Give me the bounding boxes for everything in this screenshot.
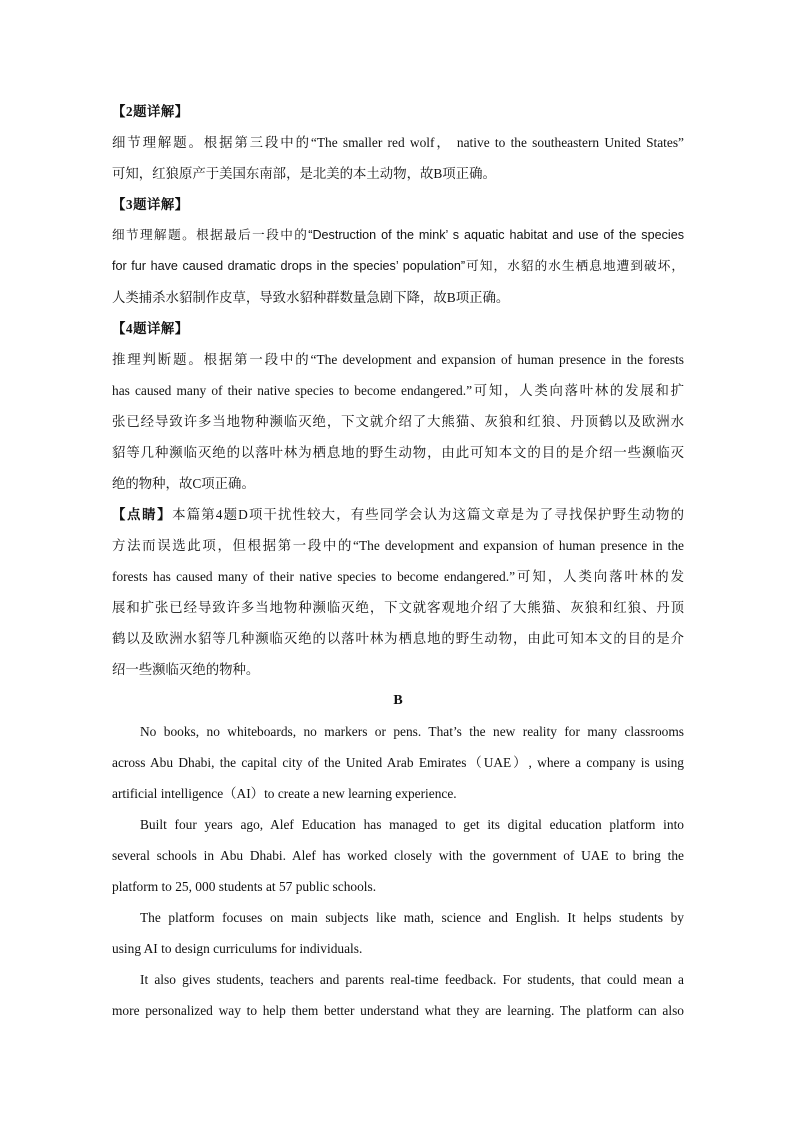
text-line: more personalized way to help them better understand what they are learning. The platform can also xyxy=(112,1003,684,1018)
passage-paragraph xyxy=(112,902,684,964)
text-line: No books, no whiteboards, no markers or pens. That’s the new reality for many classrooms xyxy=(140,724,684,739)
text-line: using AI to design curriculums for individuals. xyxy=(112,941,363,956)
text-line: 细节理解题。根据最后一段中的“Destruction of the mink’ s aquatic habitat and use of the species xyxy=(112,228,684,242)
document-body xyxy=(112,96,684,1026)
note-label: 【点睛】 xyxy=(112,507,173,522)
text-line: 细节理解题。根据第三段中的“The smaller red wolf， native to the southeastern United States” xyxy=(112,135,684,150)
text-line: artificial intelligence（AI）to create a new learning experience. xyxy=(112,786,457,801)
text-line: 绍一些濒临灭绝的物种。 xyxy=(112,662,260,677)
text-line: platform to 25, 000 students at 57 public schools. xyxy=(112,879,377,894)
passage-paragraph xyxy=(112,809,684,902)
text-line: 绝的物种，故C项正确。 xyxy=(112,476,255,491)
key-point-note xyxy=(112,499,684,685)
text-line xyxy=(112,499,684,530)
passage-paragraph xyxy=(112,964,684,1026)
text-line: forests has caused many of their native species to become endangered.”可知，人类向落叶林的发 xyxy=(112,569,684,584)
text-line: Built four years ago, Alef Education has managed to get its digital education platform into xyxy=(140,817,684,832)
text-line: It also gives students, teachers and parents real-time feedback. For students, that could mean a xyxy=(140,972,684,987)
text-line: 方法而误选此项，但根据第一段中的“The development and expansion of human presence in the xyxy=(112,538,684,553)
answer-section-2 xyxy=(112,96,684,189)
text-line: for fur have caused dramatic drops in the species’ population”可知，水貂的水生栖息地遭到破坏， xyxy=(112,259,684,273)
text-line: 可知，红狼原产于美国东南部，是北美的本土动物，故B项正确。 xyxy=(112,166,496,181)
section-heading: 【4题详解】 xyxy=(112,321,189,336)
text-line: The platform focuses on main subjects like math, science and English. It helps students by xyxy=(140,910,684,925)
text-line: 貂等几种濒临灭绝的以落叶林为栖息地的野生动物，由此可知本文的目的是介绍一些濒临灭 xyxy=(112,445,684,460)
note-text: 本篇第4题D项干扰性较大，有些同学会认为这篇文章是为了寻找保护野生动物的 xyxy=(172,507,684,522)
section-heading: 【2题详解】 xyxy=(112,104,189,119)
text-line: has caused many of their native species to become endangered.”可知，人类向落叶林的发展和扩 xyxy=(112,383,684,398)
text-line: 张已经导致许多当地物种濒临灭绝，下文就介绍了大熊猫、灰狼和红狼、丹顶鹤以及欧洲水 xyxy=(112,414,684,429)
text-line: 人类捕杀水貂制作皮草，导致水貂种群数量急剧下降，故B项正确。 xyxy=(112,290,510,305)
text-line: 展和扩张已经导致许多当地物种濒临灭绝，下文就客观地介绍了大熊猫、灰狼和红狼、丹顶 xyxy=(112,600,684,615)
text-line: 推理判断题。根据第一段中的“The development and expansion of human presence in the forests xyxy=(112,352,684,367)
answer-section-3 xyxy=(112,189,684,313)
text-line: 鹤以及欧洲水貂等几种濒临灭绝的以落叶林为栖息地的野生动物，由此可知本文的目的是介 xyxy=(112,631,684,646)
section-heading: 【3题详解】 xyxy=(112,197,189,212)
passage-paragraph xyxy=(112,716,684,809)
answer-section-4 xyxy=(112,313,684,499)
passage-title: B xyxy=(393,693,403,708)
text-line: across Abu Dhabi, the capital city of the United Arab Emirates（UAE）, where a company is using xyxy=(112,755,684,770)
text-line: several schools in Abu Dhabi. Alef has worked closely with the government of UAE to bring the xyxy=(112,848,684,863)
